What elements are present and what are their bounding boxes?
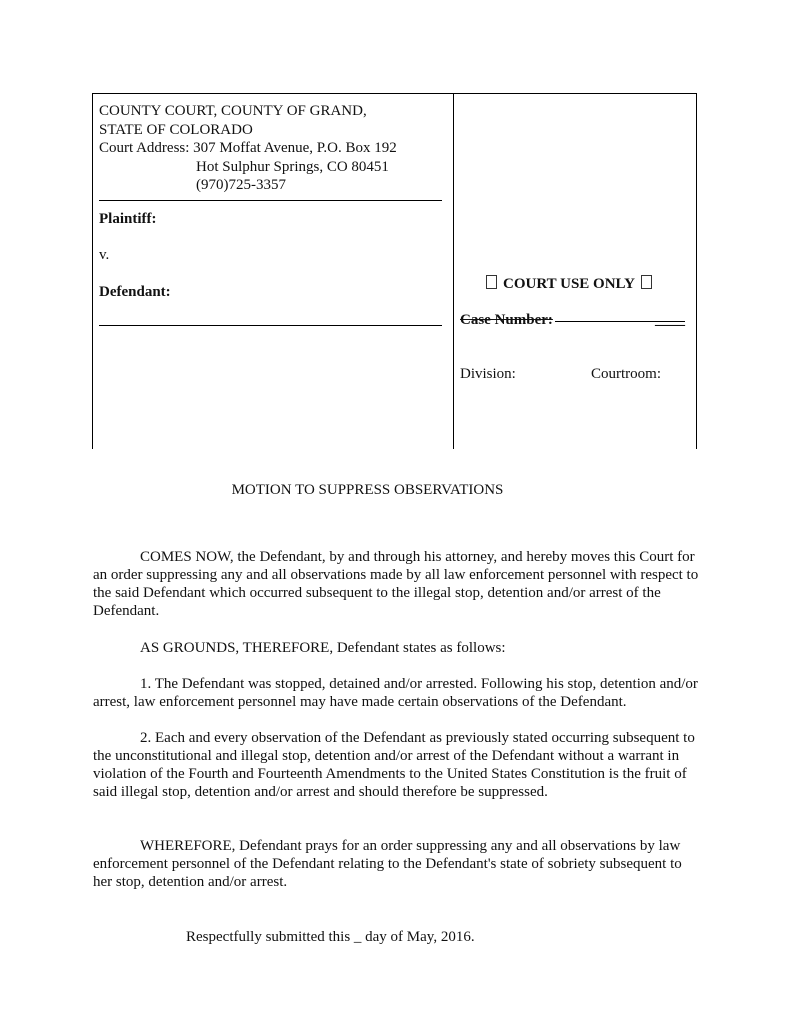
paragraph-comes-now — [93, 548, 703, 620]
court-use-only-label: COURT USE ONLY — [503, 276, 636, 292]
court-line: COUNTY COURT, COUNTY OF GRAND, — [99, 103, 367, 119]
paragraph-text: COMES NOW, the Defendant, by and through his attorney, and hereby moves this Court for an order suppressing any and all observations made by all law enforcement personnel with respect to the said Defendant which occurred subsequent to the illegal stop, detention and/or arrest of the Defendant. — [93, 549, 699, 619]
court-info-rule — [99, 200, 442, 201]
case-number-label: Case Number: — [460, 312, 553, 328]
parties-rule — [99, 325, 442, 326]
paragraph-text: 2. Each and every observation of the Defendant as previously stated occurring subsequent to the unconstitutional and illegal stop, detention and/or arrest of the Defendant without a warrant in violation of the Fourth and Fourteenth Amendments to the United States Constitution is the fruit of said illegal stop, detention and/or arrest and should therefore be suppressed. — [93, 730, 695, 800]
paragraph-text: AS GROUNDS, THEREFORE, Defendant states as follows: — [140, 640, 506, 656]
division-label: Division: — [460, 366, 516, 382]
caption-divider — [453, 93, 454, 449]
case-number-blank: ____ — [655, 312, 685, 328]
defendant-label: Defendant: — [99, 284, 171, 300]
courtroom-label: Courtroom: — [591, 366, 661, 382]
paragraph-text: 1. The Defendant was stopped, detained and/or arrested. Following his stop, detention and/or arrest, law enforcement personnel may have made certain observations of the Defendant. — [93, 676, 698, 710]
court-line: Court Address: 307 Moffat Avenue, P.O. Box 192 — [99, 140, 397, 156]
paragraph-1 — [93, 675, 703, 711]
paragraph-grounds — [93, 639, 703, 657]
plaintiff-label: Plaintiff: — [99, 211, 157, 227]
versus-label: v. — [99, 247, 110, 263]
paragraph-2 — [93, 729, 703, 801]
paragraph-text: WHEREFORE, Defendant prays for an order suppressing any and all observations by law enforcement personnel of the Defendant relating to the Defendant's state of sobriety subsequent to her stop, detention and/or arrest. — [93, 838, 682, 890]
court-use-only — [480, 275, 658, 293]
signature-line: Respectfully submitted this _ day of May, 2016. — [186, 929, 475, 945]
paragraph-wherefore — [93, 837, 703, 891]
court-info — [99, 102, 397, 195]
document-title: MOTION TO SUPPRESS OBSERVATIONS — [231, 482, 504, 498]
address-line: Hot Sulphur Springs, CO 80451 — [196, 158, 389, 175]
checkbox-icon — [641, 275, 652, 289]
court-line: STATE OF COLORADO — [99, 121, 253, 138]
checkbox-icon — [486, 275, 497, 289]
phone-line: (970)725-3357 — [196, 177, 286, 193]
